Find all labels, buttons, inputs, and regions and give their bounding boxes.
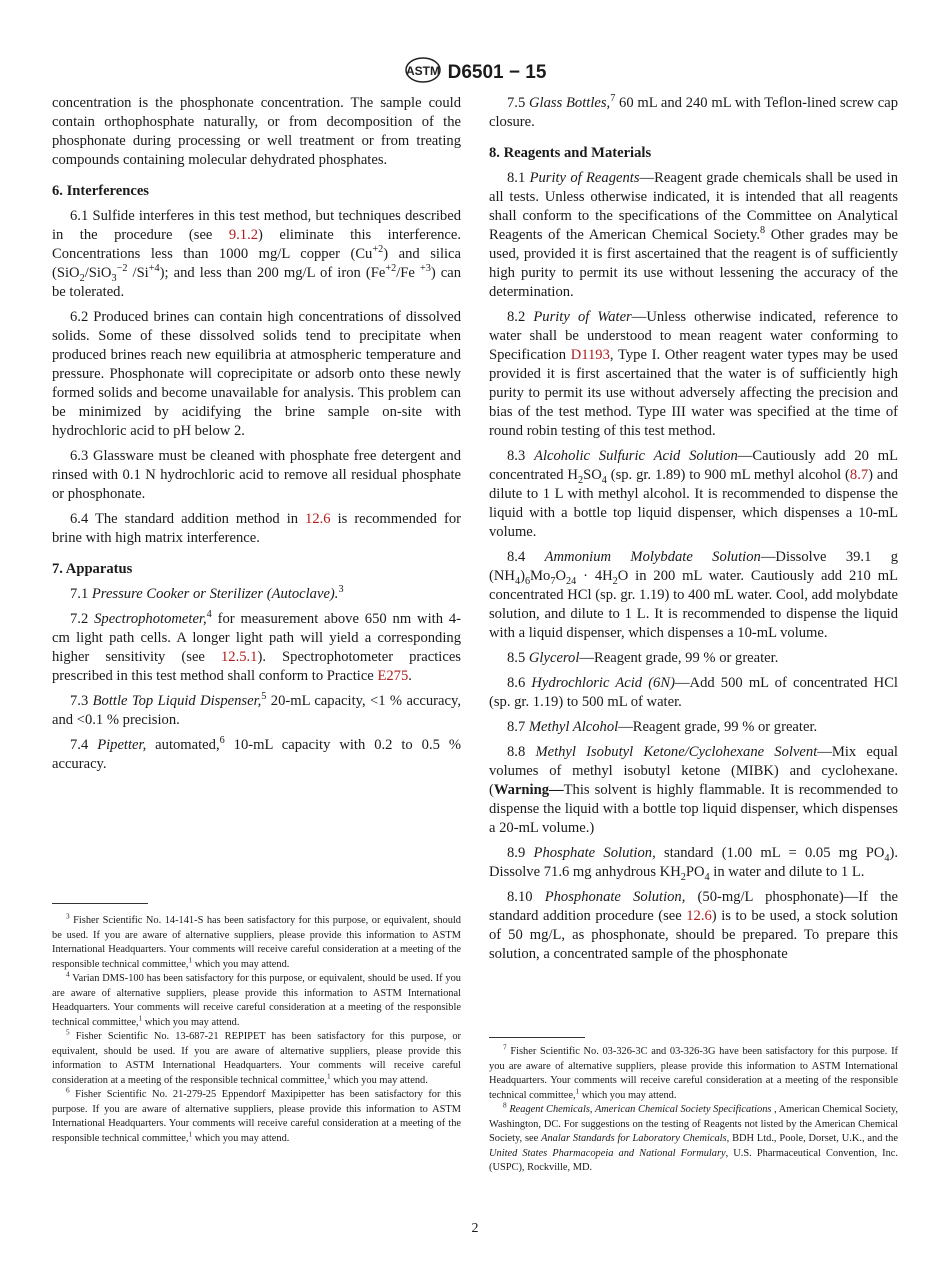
text-run: 4 [206,609,212,621]
cross-reference-link[interactable]: 12.6 [686,908,712,924]
designation: D6501 − 15 [447,62,547,84]
text-run: Reagent Chemicals, American Chemical Society Specifications [509,1104,772,1115]
text-run: —Cautiously add 20 mL concentrated H [489,448,898,483]
text-run: United States Pharmacopeia and National Formulary [489,1147,726,1159]
paragraph [52,1030,461,1088]
text-run: automated, [146,737,220,753]
text-run: 4 [884,852,890,864]
text-run: 6.1 Sulfide interferes in this test method, but techniques described in the procedure (see [52,208,461,243]
text-run: which you may attend. [192,958,290,970]
paragraph [489,1103,898,1176]
text-run: 2 [680,871,686,883]
text-run: —Dissolve 39.1 g (NH [489,549,898,584]
text-run: Pressure Cooker or Sterilizer (Autoclave). [91,586,339,602]
text-run: 5 [261,691,267,703]
text-run: Varian DMS-100 has been satisfactory for this purpose, or equivalent, should be used. If you are aware of alternative suppliers, please provide this information to ASTM International Headquarters. Your comments will receive careful consideration at a meeting of the responsible technical committee, [52,973,461,1028]
paragraph [489,548,898,643]
text-run: Ammonium Molybdate Solution [544,549,761,565]
text-run: which you may attend. [192,1132,290,1144]
text-run: in water and dilute to 1 L. [709,864,865,880]
text-run: 8.4 [507,549,545,565]
paragraph [489,169,898,302]
text-run: 7. Apparatus [52,561,133,577]
text-run: 3 [338,584,344,596]
text-run: +2 [385,263,397,275]
text-run: ); and less than 200 mg/L of iron (Fe [159,265,386,281]
text-run: —Add 500 mL of concentrated HCl (sp. gr. 1.19) to 500 mL of water. [489,675,898,710]
text-run: 4 [601,474,607,486]
text-run: Phosphonate Solution, [544,889,686,905]
text-run: Analar Standards for Laboratory Chemicals [541,1133,727,1144]
text-run: 8.2 [507,309,534,325]
text-run: Glycerol [528,650,580,666]
text-run: 8.3 [507,448,535,464]
paragraph [52,308,461,441]
text-run: , BDH Ltd., Poole, Dorset, U.K., and the [726,1133,898,1144]
text-run: Other grades may be used, provided it is first ascertained that the reagent is of sufficiently high purity to permit its use without lessening the accuracy of the determination. [489,227,899,300]
section-heading [52,182,461,201]
text-run: 6.2 Produced brines can contain high concentrations of dissolved solids. Some of these dissolved solids tend to precipitate when produced brines reach new equilibria at atmospheric temperature and pressure. Phosphonate will coprecipitate or adsorb onto these newly formed solids and become unavailable for analysis. This problem can be minimized by acidifying the brine sample on-site with hydrochloric acid to pH below 2. [52,309,461,439]
text-run: 2 [612,575,618,587]
text-run: (50-mg/L phosphonate)—If the standard addition procedure (see [489,889,899,924]
footnote-divider [489,1037,585,1038]
text-run: Fisher Scientific No. 21-279-25 Eppendorf Maxipipetter has been satisfactory for this purpose. If you are aware of alternative suppliers, please provide this information to ASTM International Headquarters. Your comments will receive careful consideration at a meeting of the responsible technical committee, [52,1089,461,1144]
text-run: standard (1.00 mL = 0.05 mg PO [655,845,885,861]
text-run: 8.7 [507,719,529,735]
text-run: Alcoholic Sulfuric Acid Solution [534,448,738,464]
text-run: Bottle Top Liquid Dispenser, [92,693,262,709]
text-run: Fisher Scientific No. 13-687-21 REPIPET has been satisfactory for this purpose, or equivalent, should be used. If you are aware of alternative suppliers, please provide this information to ASTM International Headquarters. Your comments will receive careful consideration at a meeting of the responsible technical committee, [52,1031,461,1086]
paragraph [52,736,461,774]
paragraph [52,610,461,686]
text-run: 8 [759,225,766,237]
text-run: This solvent is highly flammable. It is recommended to dispense the liquid with a bottle top liquid dispenser, which dispenses a 20-mL volume.) [489,782,898,836]
text-run: 7.2 [70,611,95,627]
right-footnotes [489,1045,898,1176]
astm-logo-icon [404,56,442,90]
text-run: 6.3 Glassware must be cleaned with phosphate free detergent and rinsed with 0.1 N hydrochloric acid to remove all residual phosphate or phosphonate. [52,448,461,502]
text-run: for measurement above 650 nm with 4-cm light path cells. A longer light path will yield a corresponding higher sensitivity (see [52,611,462,665]
text-run: 6 [219,735,225,747]
text-run: 7.5 [507,95,529,111]
paragraph [52,972,461,1030]
text-run: ). Dissolve 71.6 mg anhydrous KH [489,845,898,880]
text-run: 7 [503,1043,507,1052]
text-run: concentration is the phosphonate concentration. The sample could contain orthophosphate naturally, or from decomposition of the phosphonate during processing or well treatment or from treating compounds containing molecular dehydrated phosphates. [52,95,461,168]
text-run: —Unless otherwise indicated, reference to water shall be understood to mean reagent water conforming to Specification [489,309,899,363]
text-run: 6. Interferences [52,183,149,199]
paragraph [489,308,898,441]
section-heading [52,560,461,579]
text-run: +3 [419,263,431,275]
text-run: 6.4 The standard addition method in [70,511,306,527]
footnote-divider [52,903,148,904]
text-run: 8 [503,1101,507,1110]
left-footnotes [52,914,461,1146]
paragraph [52,1088,461,1146]
paragraph [52,914,461,972]
paragraph [52,585,461,604]
paragraph [489,718,898,737]
text-run: ) and silica (SiO [52,246,462,281]
text-run: 10-mL capacity with 0.2 to 0.5 % accuracy. [52,737,461,772]
text-run: Fisher Scientific No. 03-326-3C and 03-326-3G have been satisfactory for this purpose. If you are aware of alternative suppliers, please provide this information to ASTM International Headquarters. Your comments will receive careful consideration at a meeting of the responsible technical committee, [489,1046,898,1101]
text-run: −2 [116,263,128,275]
text-run: 6 [524,575,531,587]
text-run: , U.S. Pharmaceutical Convention, Inc. (USPC), Rockville, MD. [489,1147,898,1173]
text-run: Methyl Alcohol [528,719,619,735]
paragraph [489,674,898,712]
left-column [52,94,461,780]
cross-reference-link[interactable]: 12.5.1 [220,649,258,665]
text-run: 7.4 [70,737,98,753]
text-run: Spectrophotometer, [94,611,207,627]
text-run: which you may attend. [142,1016,240,1028]
text-run: 4 [514,575,521,587]
cross-reference-link[interactable]: 12.6 [305,511,331,527]
text-run: Fisher Scientific No. 14-141-S has been satisfactory for this purpose, or equivalent, should be used. If you are aware of alternative suppliers, please provide this information to ASTM International Headquarters. Your comments will receive careful consideration at a meeting of the responsible technical committee, [52,915,461,970]
text-run: —Reagent grade, 99 % or greater. [618,719,818,735]
text-run: SO [583,467,602,483]
paragraph [52,447,461,504]
text-run: , Type I. Other reagent water types may be used provided it is first ascertained that the water is of sufficiently high purity to permit its use without adversely affecting the precision and bias of the test method. Type III water was specified at the time of round robin testing of this test method. [489,347,898,439]
text-run: Mo [530,568,551,584]
text-run: ). Spectrophotometer practices prescribed in this test method shall conform to Practice [52,649,461,684]
text-run: , American Chemical Society, Washington, DC. For suggestions on the testing of Reagents not listed by the American Chemical Society, see [489,1104,898,1144]
section-heading [489,144,898,163]
paragraph [52,692,461,730]
text-run: Pipetter, [97,737,147,753]
text-run: —Reagent grade, 99 % or greater. [579,650,779,666]
right-column [489,94,898,970]
paragraph [489,649,898,668]
text-run: which you may attend. [579,1089,677,1101]
paragraph [489,94,898,132]
text-run: 8.9 [507,845,534,861]
text-run: (sp. gr. 1.89) to 900 mL methyl alcohol ( [606,467,850,483]
text-run: 1 [326,1072,331,1081]
paragraph [52,510,461,548]
text-run: 7 [610,93,616,105]
text-run: +2 [372,244,384,256]
text-run: 3 [66,912,70,921]
text-run: ) eliminate this interference. Concentrations less than 1000 mg/L copper (Cu [52,227,461,262]
text-run: Glass Bottles, [529,95,611,111]
text-run: 1 [138,1014,143,1023]
text-run: 24 [565,575,577,587]
text-run: 3 [111,272,117,284]
text-run: O [555,568,566,584]
paragraph [489,888,898,964]
cross-reference-link[interactable]: 9.1.2 [228,227,259,243]
cross-reference-link[interactable]: 8.7 [849,467,869,483]
paragraph [489,1045,898,1103]
text-run: 1 [575,1087,580,1096]
text-run: Warning— [493,782,564,798]
text-run: 7 [550,575,556,587]
text-run: 8. Reagents and Materials [489,145,652,161]
text-run: /Si [127,265,149,281]
text-run: 8.6 [507,675,532,691]
paragraph [52,94,461,170]
text-run: 20-mL capacity, <1 % accuracy, and <0.1 % precision. [52,693,461,728]
text-run: 1 [188,1130,193,1139]
text-run: 7.3 [70,693,93,709]
svg-text:ASTM: ASTM [405,64,440,78]
text-run: 8.5 [507,650,529,666]
text-run: 8.1 [507,170,530,186]
text-run: Purity of Reagents [529,170,640,186]
text-run: 6 [66,1086,70,1095]
text-run: ) is to be used, a stock solution of 50 mg/L, as phosphonate, should be prepared. To prepare this solution, a concentrated sample of the phosphonate [489,908,898,962]
text-run: which you may attend. [330,1074,428,1086]
paragraph [52,207,461,302]
text-run: —Reagent grade chemicals shall be used in all tests. Unless otherwise indicated, it is intended that all reagents shall conform to the specifications of the Committee on Analytical Reagents of the American Chemical Society. [489,170,898,243]
text-run: 2 [79,272,85,284]
text-run: is recommended for brine with high matrix interference. [52,511,461,546]
text-run: ) and dilute to 1 L with methyl alcohol. It is recommended to dispense the liquid with a bottle top liquid dispenser, which dispenses a 10-mL volume. [489,467,898,540]
text-run: 60 mL and 240 mL with Teflon-lined screw cap closure. [489,95,898,130]
page-number: 2 [471,1221,479,1236]
text-run: ) can be tolerated. [52,265,462,300]
text-run: ) [520,568,525,584]
text-run: O in 200 mL water. Cautiously add 210 mL concentrated HCl (sp. gr. 1.19) to 400 mL water. Cool, add molybdate solution, and dilute to 1 L. It is recommended to dispense the liquid with a liquid dispenser, which dispenses a 10-mL volume. [489,568,898,641]
text-run: 1 [188,956,193,965]
text-run: 8.10 [507,889,545,905]
text-run: —Mix equal volumes of methyl isobutyl ketone (MIBK) and cyclohexane. ( [489,744,898,798]
text-run: · 4H [576,568,613,584]
text-run: 7.1 [70,586,92,602]
paragraph [489,844,898,882]
paragraph [489,447,898,542]
text-run: 4 [66,970,70,979]
text-run: . [408,668,412,684]
text-run: 2 [577,474,584,486]
text-run: Phosphate Solution, [533,845,656,861]
text-run: +4 [148,263,160,275]
text-run: Methyl Isobutyl Ketone/Cyclohexane Solvent [535,744,818,760]
page-header [0,56,950,90]
text-run: Purity of Water [533,309,632,325]
cross-reference-link[interactable]: D1193 [570,347,610,363]
text-run: PO [685,864,705,880]
cross-reference-link[interactable]: E275 [377,668,409,684]
paragraph [489,743,898,838]
text-run: 8.8 [507,744,536,760]
text-run: 5 [66,1028,70,1037]
text-run: Hydrochloric Acid (6N) [531,675,675,691]
text-run: /SiO [84,265,112,281]
text-run: 4 [704,871,710,883]
text-run: /Fe [396,265,420,281]
